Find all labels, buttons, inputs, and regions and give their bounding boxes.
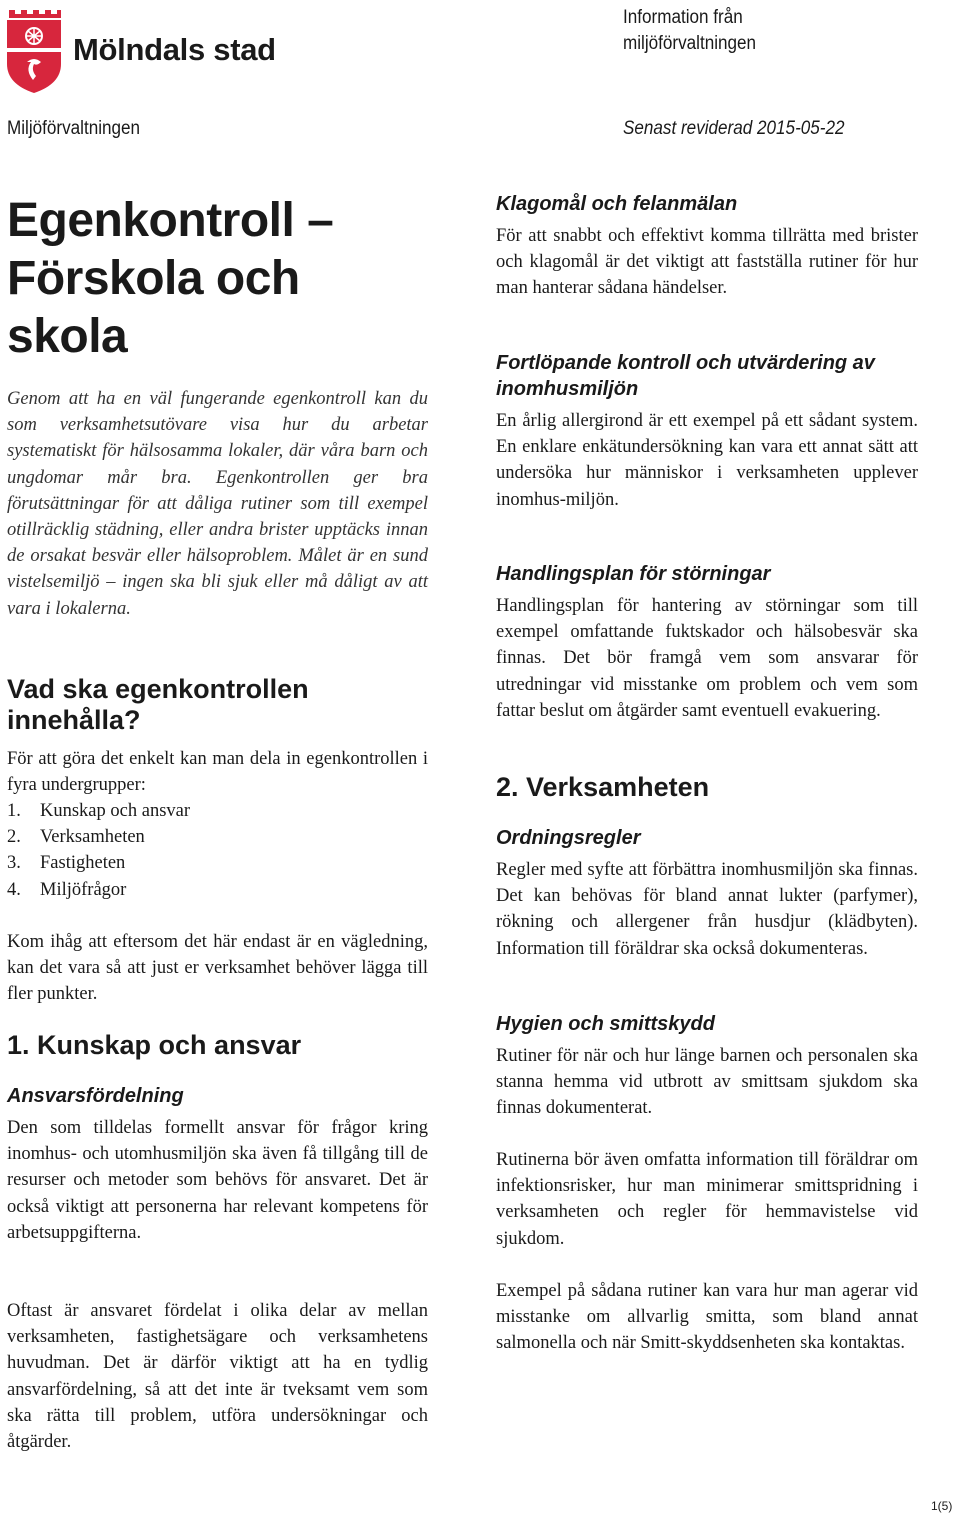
evaluation-paragraph: En årlig allergirond är ett exempel på ett sådant system. En enklare enkätundersökning kan vara ett annat sätt att undersöka hur människor i verksamheten upplever inomhus-miljön. [496,411,918,510]
city-logo [5,4,275,96]
section2-heading: 2. Verksamheten [496,772,710,802]
plan-heading: Handlingsplan för störningar [496,563,771,585]
department-label: Miljöförvaltningen [7,118,141,139]
hygiene-heading: Hygien och smittskydd [496,1013,715,1035]
responsibility-paragraph-2: Oftast är ansvaret fördelat i olika delar av mellan verksamheten, fastighetsägare och verksamhetens huvudman. Det är därför viktigt att ha en tydlig ansvarfördelning, så att det inte är tveksamt vem som ska rätta till problem, utföra undersökningar och åtgärder. [7,1301,428,1453]
header-org-line2: miljöförvaltningen [623,33,757,54]
hygiene-paragraph-1: Rutiner för när och hur länge barnen och personalen ska stanna hemma vid utbrott av smittsam sjukdom ska finnas dokumenterat. [496,1046,918,1119]
contents-intro: För att göra det enkelt kan man dela in egenkontrollen i fyra undergrupper: [7,749,428,796]
rules-heading: Ordningsregler [496,827,641,849]
responsibility-heading: Ansvarsfördelning [7,1085,184,1107]
evaluation-heading: Fortlöpande kontroll och utvärdering av inomhusmiljön [496,352,875,400]
page-number: 1(5) [931,1499,953,1513]
list-item: 3. Fastigheten [7,853,126,874]
title-line-3: skola [7,310,128,363]
header-org-line1: Information från [623,7,743,28]
responsibility-paragraph-1: Den som tilldelas formellt ansvar för frågor kring inomhus- och utomhusmiljön ska även få tillgång till de resurser och metoder som behövs för ansvaret. Det är också viktigt att personerna har relevant kompetens för arbetsuppgifterna. [7,1118,428,1243]
complaints-heading: Klagomål och felanmälan [496,193,738,215]
section1-heading: 1. Kunskap och ansvar [7,1030,302,1060]
list-item: 4. Miljöfrågor [7,879,127,900]
plan-paragraph: Handlingsplan för hantering av störningar som till exempel omfattande fuktskador och hälsobesvär ska finnas. Det bör framgå vem som ansvarar för utredningar vid misstanke om problem och vem som fattar beslut om åtgärder samt eventuell evakuering. [496,596,918,721]
subgroup-list [7,798,190,903]
logo-name: Mölndals stad [73,32,276,67]
title-line-2: Förskola och [7,252,300,305]
header-org [623,5,756,57]
page-title [7,192,437,366]
list-item: 2. Verksamheten [7,827,145,848]
hygiene-paragraph-3: Exempel på sådana rutiner kan vara hur man agerar vid misstanke om allvarlig smitta, som bland annat salmonella och när Smitt-skyddsenheten ska kontaktas. [496,1281,918,1354]
revision-date: Senast reviderad 2015-05-22 [623,118,845,139]
list-item: 1. Kunskap och ansvar [7,801,191,821]
coat-of-arms-icon [5,4,63,94]
hygiene-paragraph-2: Rutinerna bör även omfatta information till föräldrar om infektionsrisker, hur man minimerar smittspridning i verksamheten och regler för hemmavistelse vid sjukdom. [496,1150,918,1249]
heading-contents: Vad ska egenkontrollen innehålla? [7,674,309,735]
complaints-paragraph: För att snabbt och effektivt komma tillrätta med brister och klagomål är det viktigt att fastställa rutiner för hur man hanterar sådana händelser. [496,226,918,299]
intro-paragraph: Genom att ha en väl fungerande egenkontroll kan du som verksamhetsutövare visa hur du arbetar systematiskt för hälsosamma lokaler, där våra barn och ungdomar mår bra. Egenkontrollen ger bra förutsättningar för att dåliga rutiner som till exempel otillräcklig städning, eller andra brister upptäcks innan de orsakat besvär eller hälsoproblem. Målet är en sund vistelsemiljö – ingen ska bli sjuk eller må dåligt av att vara i lokalerna. [7,389,428,619]
rules-paragraph: Regler med syfte att förbättra inomhusmiljön ska finnas. Det kan behövas för bland annat lukter (parfymer), rökning och allergener från husdjur (klädbyten). Information till föräldrar ska också dokumenteras. [496,860,918,959]
title-line-1: Egenkontroll – [7,194,334,247]
reminder-paragraph: Kom ihåg att eftersom det här endast är en vägledning, kan det vara så att just er verksamhet behöver lägga till fler punkter. [7,932,428,1005]
